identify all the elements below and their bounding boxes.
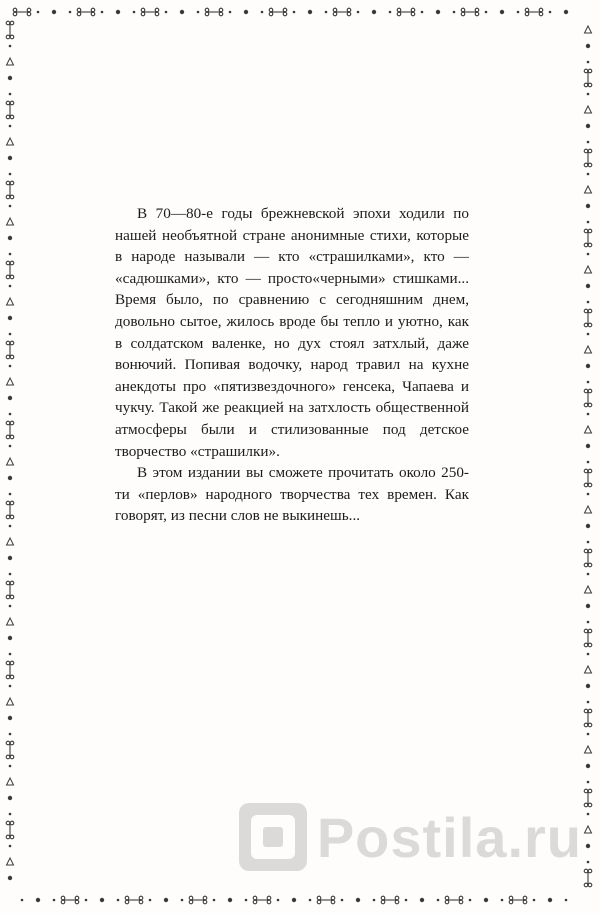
dot-ornament bbox=[308, 10, 312, 14]
dot-ornament bbox=[277, 899, 280, 902]
dot-ornament bbox=[548, 898, 552, 902]
dot-ornament bbox=[8, 796, 12, 800]
dot-ornament bbox=[517, 11, 520, 14]
triangle-ornament bbox=[7, 458, 14, 465]
triangle-ornament bbox=[7, 218, 14, 225]
triangle-ornament bbox=[585, 266, 592, 273]
bone-ornament-icon bbox=[584, 229, 592, 247]
bone-ornament-icon bbox=[584, 869, 592, 887]
dot-ornament bbox=[587, 61, 590, 64]
bone-ornament-icon bbox=[77, 8, 95, 16]
dot-ornament bbox=[165, 11, 168, 14]
dot-ornament bbox=[9, 205, 12, 208]
bone-ornament-icon bbox=[584, 549, 592, 567]
dot-ornament bbox=[116, 10, 120, 14]
bone-ornament-icon bbox=[584, 469, 592, 487]
bone-ornament-icon bbox=[584, 709, 592, 727]
dot-ornament bbox=[244, 10, 248, 14]
dot-ornament bbox=[9, 685, 12, 688]
dot-ornament bbox=[356, 898, 360, 902]
dot-ornament bbox=[197, 11, 200, 14]
bone-ornament-icon bbox=[6, 421, 14, 439]
bone-ornament-icon bbox=[584, 789, 592, 807]
bone-ornament-icon bbox=[269, 8, 287, 16]
bone-ornament-icon bbox=[125, 896, 143, 904]
dot-ornament bbox=[164, 898, 168, 902]
dot-ornament bbox=[9, 125, 12, 128]
dot-ornament bbox=[8, 156, 12, 160]
dot-ornament bbox=[587, 541, 590, 544]
triangle-ornament bbox=[585, 346, 592, 353]
dot-ornament bbox=[8, 236, 12, 240]
dot-ornament bbox=[180, 10, 184, 14]
bone-ornament-icon bbox=[6, 101, 14, 119]
bone-ornament-icon bbox=[584, 149, 592, 167]
dot-ornament bbox=[587, 493, 590, 496]
dot-ornament bbox=[9, 445, 12, 448]
dot-ornament bbox=[21, 899, 24, 902]
dot-ornament bbox=[9, 173, 12, 176]
dot-ornament bbox=[586, 764, 590, 768]
dot-ornament bbox=[53, 899, 56, 902]
bone-ornament-icon bbox=[461, 8, 479, 16]
bone-ornament-icon bbox=[6, 181, 14, 199]
triangle-ornament bbox=[7, 698, 14, 705]
dot-ornament bbox=[587, 93, 590, 96]
bone-ornament-icon bbox=[317, 896, 335, 904]
dot-ornament bbox=[101, 11, 104, 14]
dot-ornament bbox=[587, 333, 590, 336]
dot-ornament bbox=[587, 173, 590, 176]
dot-ornament bbox=[309, 899, 312, 902]
dot-ornament bbox=[213, 899, 216, 902]
dot-ornament bbox=[587, 221, 590, 224]
dot-ornament bbox=[587, 461, 590, 464]
bone-ornament-icon bbox=[6, 501, 14, 519]
dot-ornament bbox=[586, 204, 590, 208]
dot-ornament bbox=[9, 45, 12, 48]
dot-ornament bbox=[484, 898, 488, 902]
dot-ornament bbox=[9, 493, 12, 496]
dot-ornament bbox=[8, 476, 12, 480]
triangle-ornament bbox=[7, 858, 14, 865]
bone-ornament-icon bbox=[333, 8, 351, 16]
bone-ornament-icon bbox=[584, 69, 592, 87]
dot-ornament bbox=[9, 733, 12, 736]
dot-ornament bbox=[325, 11, 328, 14]
bone-ornament-icon bbox=[6, 821, 14, 839]
dot-ornament bbox=[9, 333, 12, 336]
bone-ornament-icon bbox=[584, 629, 592, 647]
dot-ornament bbox=[36, 898, 40, 902]
dot-ornament bbox=[501, 899, 504, 902]
bone-ornament-icon bbox=[189, 896, 207, 904]
dot-ornament bbox=[586, 684, 590, 688]
dot-ornament bbox=[587, 621, 590, 624]
dot-ornament bbox=[587, 301, 590, 304]
dot-ornament bbox=[9, 413, 12, 416]
bone-ornament-icon bbox=[61, 896, 79, 904]
dot-ornament bbox=[564, 10, 568, 14]
dot-ornament bbox=[587, 381, 590, 384]
dot-ornament bbox=[8, 876, 12, 880]
dot-ornament bbox=[587, 733, 590, 736]
dot-ornament bbox=[586, 364, 590, 368]
bone-ornament-icon bbox=[253, 896, 271, 904]
dot-ornament bbox=[8, 316, 12, 320]
intro-text bbox=[115, 203, 469, 527]
paragraph-2: В этом издании вы сможете прочитать около 250-ти «перлов» народного творчества тех времен. Как говорят, из песни слов не выкинешь... bbox=[115, 464, 469, 525]
triangle-ornament bbox=[585, 26, 592, 33]
watermark-text: Postila.ru bbox=[316, 805, 582, 869]
dot-ornament bbox=[69, 11, 72, 14]
dot-ornament bbox=[373, 899, 376, 902]
bone-ornament-icon bbox=[525, 8, 543, 16]
dot-ornament bbox=[228, 898, 232, 902]
dot-ornament bbox=[485, 11, 488, 14]
bone-ornament-icon bbox=[509, 896, 527, 904]
dot-ornament bbox=[9, 253, 12, 256]
bone-ornament-icon bbox=[445, 896, 463, 904]
dot-ornament bbox=[453, 11, 456, 14]
bone-ornament-icon bbox=[6, 741, 14, 759]
dot-ornament bbox=[52, 10, 56, 14]
dot-ornament bbox=[587, 861, 590, 864]
dot-ornament bbox=[586, 844, 590, 848]
dot-ornament bbox=[229, 11, 232, 14]
paragraph-1: В 70—80-е годы брежневской эпохи ходили по нашей необъятной стране анонимные стихи, которые в народе называли — кто «страшилками», кто — «садюшками», кто — просто«черными» стишками... Время было, по сравнению с сегодняшним днем, довольно сытое, жилось вроде бы тепло и уютно, как в солдатском валенке, но дух стоял затхлый, даже вонючий. Попивая водочку, народ травил на кухне анекдоты про «пятизвездочного» генсека, Чапаева и чукчу. Такой же реакцией на затхлость общественной атмосферы были и стилизованные под детское творчество «страшилки». bbox=[115, 205, 469, 460]
triangle-ornament bbox=[7, 778, 14, 785]
bone-ornament-icon bbox=[205, 8, 223, 16]
dot-ornament bbox=[9, 525, 12, 528]
bone-ornament-icon bbox=[584, 309, 592, 327]
dot-ornament bbox=[436, 10, 440, 14]
dot-ornament bbox=[8, 396, 12, 400]
dot-ornament bbox=[405, 899, 408, 902]
dot-ornament bbox=[437, 899, 440, 902]
dot-ornament bbox=[37, 11, 40, 14]
triangle-ornament bbox=[7, 58, 14, 65]
bone-ornament-icon bbox=[6, 21, 14, 39]
dot-ornament bbox=[587, 413, 590, 416]
dot-ornament bbox=[587, 253, 590, 256]
dot-ornament bbox=[549, 11, 552, 14]
dot-ornament bbox=[9, 653, 12, 656]
bone-ornament-icon bbox=[6, 261, 14, 279]
triangle-ornament bbox=[585, 426, 592, 433]
dot-ornament bbox=[421, 11, 424, 14]
dot-ornament bbox=[85, 899, 88, 902]
dot-ornament bbox=[9, 845, 12, 848]
dot-ornament bbox=[181, 899, 184, 902]
dot-ornament bbox=[292, 898, 296, 902]
dot-ornament bbox=[586, 124, 590, 128]
dot-ornament bbox=[587, 141, 590, 144]
triangle-ornament bbox=[7, 378, 14, 385]
dot-ornament bbox=[469, 899, 472, 902]
bone-ornament-icon bbox=[141, 8, 159, 16]
dot-ornament bbox=[586, 284, 590, 288]
dot-ornament bbox=[8, 556, 12, 560]
triangle-ornament bbox=[585, 746, 592, 753]
dot-ornament bbox=[586, 444, 590, 448]
bone-ornament-icon bbox=[397, 8, 415, 16]
dot-ornament bbox=[8, 716, 12, 720]
dot-ornament bbox=[533, 899, 536, 902]
bone-ornament-icon bbox=[381, 896, 399, 904]
dot-ornament bbox=[586, 44, 590, 48]
triangle-ornament bbox=[7, 618, 14, 625]
triangle-ornament bbox=[585, 106, 592, 113]
dot-ornament bbox=[9, 93, 12, 96]
dot-ornament bbox=[261, 11, 264, 14]
triangle-ornament bbox=[7, 138, 14, 145]
dot-ornament bbox=[357, 11, 360, 14]
bone-ornament-icon bbox=[6, 581, 14, 599]
dot-ornament bbox=[9, 365, 12, 368]
dot-ornament bbox=[245, 899, 248, 902]
dot-ornament bbox=[587, 573, 590, 576]
dot-ornament bbox=[100, 898, 104, 902]
dot-ornament bbox=[565, 899, 568, 902]
dot-ornament bbox=[9, 765, 12, 768]
triangle-ornament bbox=[585, 826, 592, 833]
dot-ornament bbox=[293, 11, 296, 14]
dot-ornament bbox=[587, 653, 590, 656]
triangle-ornament bbox=[585, 506, 592, 513]
dot-ornament bbox=[587, 701, 590, 704]
bone-ornament-icon bbox=[584, 389, 592, 407]
dot-ornament bbox=[9, 573, 12, 576]
triangle-ornament bbox=[585, 586, 592, 593]
dot-ornament bbox=[587, 813, 590, 816]
dot-ornament bbox=[500, 10, 504, 14]
dot-ornament bbox=[587, 781, 590, 784]
dot-ornament bbox=[9, 813, 12, 816]
dot-ornament bbox=[341, 899, 344, 902]
triangle-ornament bbox=[7, 298, 14, 305]
dot-ornament bbox=[372, 10, 376, 14]
triangle-ornament bbox=[585, 186, 592, 193]
bone-ornament-icon bbox=[13, 8, 31, 16]
triangle-ornament bbox=[7, 538, 14, 545]
dot-ornament bbox=[8, 636, 12, 640]
dot-ornament bbox=[9, 285, 12, 288]
bone-ornament-icon bbox=[6, 341, 14, 359]
dot-ornament bbox=[117, 899, 120, 902]
postila-logo-icon bbox=[233, 797, 313, 877]
watermark bbox=[233, 797, 582, 877]
dot-ornament bbox=[586, 604, 590, 608]
dot-ornament bbox=[149, 899, 152, 902]
dot-ornament bbox=[8, 76, 12, 80]
bone-ornament-icon bbox=[6, 661, 14, 679]
dot-ornament bbox=[9, 605, 12, 608]
dot-ornament bbox=[133, 11, 136, 14]
dot-ornament bbox=[586, 524, 590, 528]
dot-ornament bbox=[389, 11, 392, 14]
dot-ornament bbox=[420, 898, 424, 902]
triangle-ornament bbox=[585, 666, 592, 673]
